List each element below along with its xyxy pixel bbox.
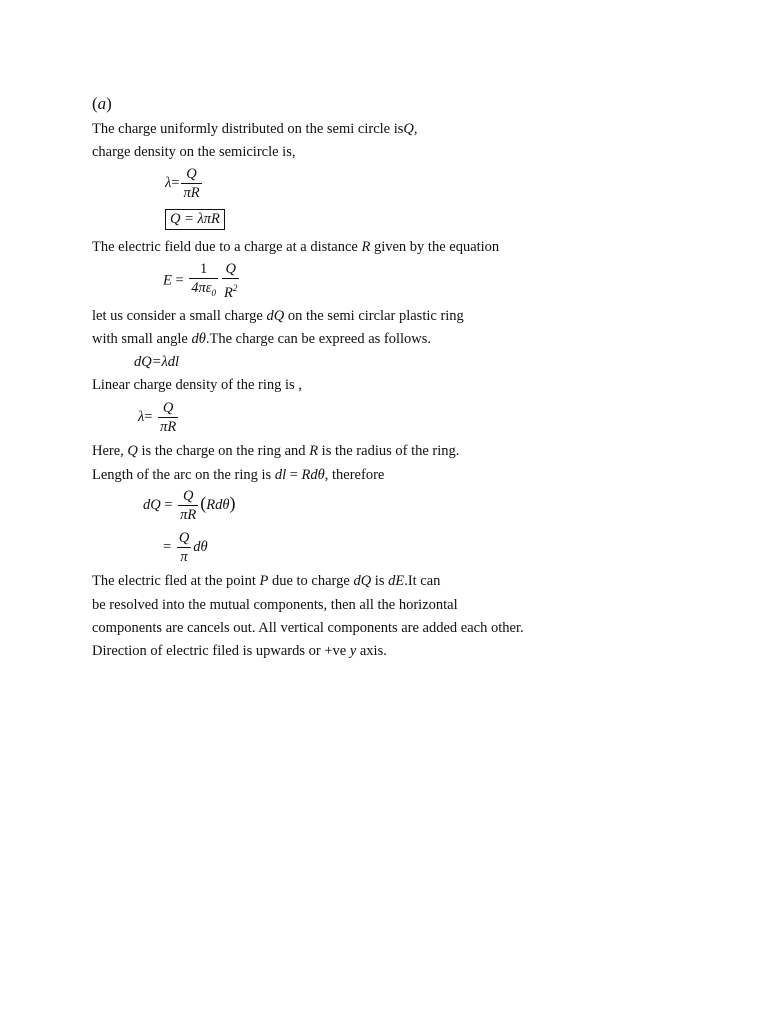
equation-electric-field: E = $\frac{1}{4\pi\varepsilon_0}$ $\frac{Q}{R^2}$: [163, 261, 238, 301]
text-line-7: Here, Q is the charge on the ring and R is the radius of the ring.: [92, 443, 460, 459]
equation-dq: dQ=λdl: [134, 354, 180, 370]
part-label: (a): [92, 94, 112, 113]
text-line-5: with small angle dθ.The charge can be expreed as follows.: [92, 331, 432, 347]
fraction-coulomb-constant: $\frac{1}{4\pi\varepsilon_0}$: [191, 261, 217, 298]
text-line-1: The charge uniformly distributed on the semi circle isQ,: [92, 121, 418, 137]
text-line-6: Linear charge density of the ring is ,: [92, 377, 302, 393]
text-line-12: Direction of electric filed is upwards or +ve y axis.: [92, 643, 387, 659]
equation-dq-simplified: = $\frac{Q}{\pi}$ dθ: [163, 530, 208, 565]
text-line-8: Length of the arc on the ring is dl = Rdθ, therefore: [92, 467, 385, 483]
text-line-4: let us consider a small charge dQ on the semi circlar plastic ring: [92, 308, 464, 324]
fraction: $\frac{Q}{\pi R}$: [180, 488, 197, 523]
fraction: $\frac{Q}{\pi R}$: [183, 166, 200, 201]
fraction: $\frac{Q}{\pi}$: [178, 530, 190, 565]
text-line-11: components are cancels out. All vertical components are added each other.: [92, 620, 524, 636]
text-line-2: charge density on the semicircle is,: [92, 144, 296, 160]
equation-dq-expansion: dQ = $\frac{Q}{\pi R}$ (Rdθ): [143, 488, 236, 523]
equation-lambda-1: λ= $\frac{Q}{\pi R}$: [165, 166, 200, 201]
text-line-10: be resolved into the mutual components, then all the horizontal: [92, 597, 458, 613]
fraction-q-over-r2: $\frac{Q}{R^2}$: [224, 261, 238, 301]
boxed-equation: Q = λπR: [165, 209, 225, 230]
text-line-9: The electric fled at the point P due to charge dQ is dE.It can: [92, 573, 441, 589]
equation-lambda-2: λ= $\frac{Q}{\pi R}$: [138, 400, 177, 435]
text-line-3: The electric field due to a charge at a distance R given by the equation: [92, 239, 500, 255]
part-letter: a: [97, 94, 107, 113]
fraction: $\frac{Q}{\pi R}$: [160, 400, 177, 435]
